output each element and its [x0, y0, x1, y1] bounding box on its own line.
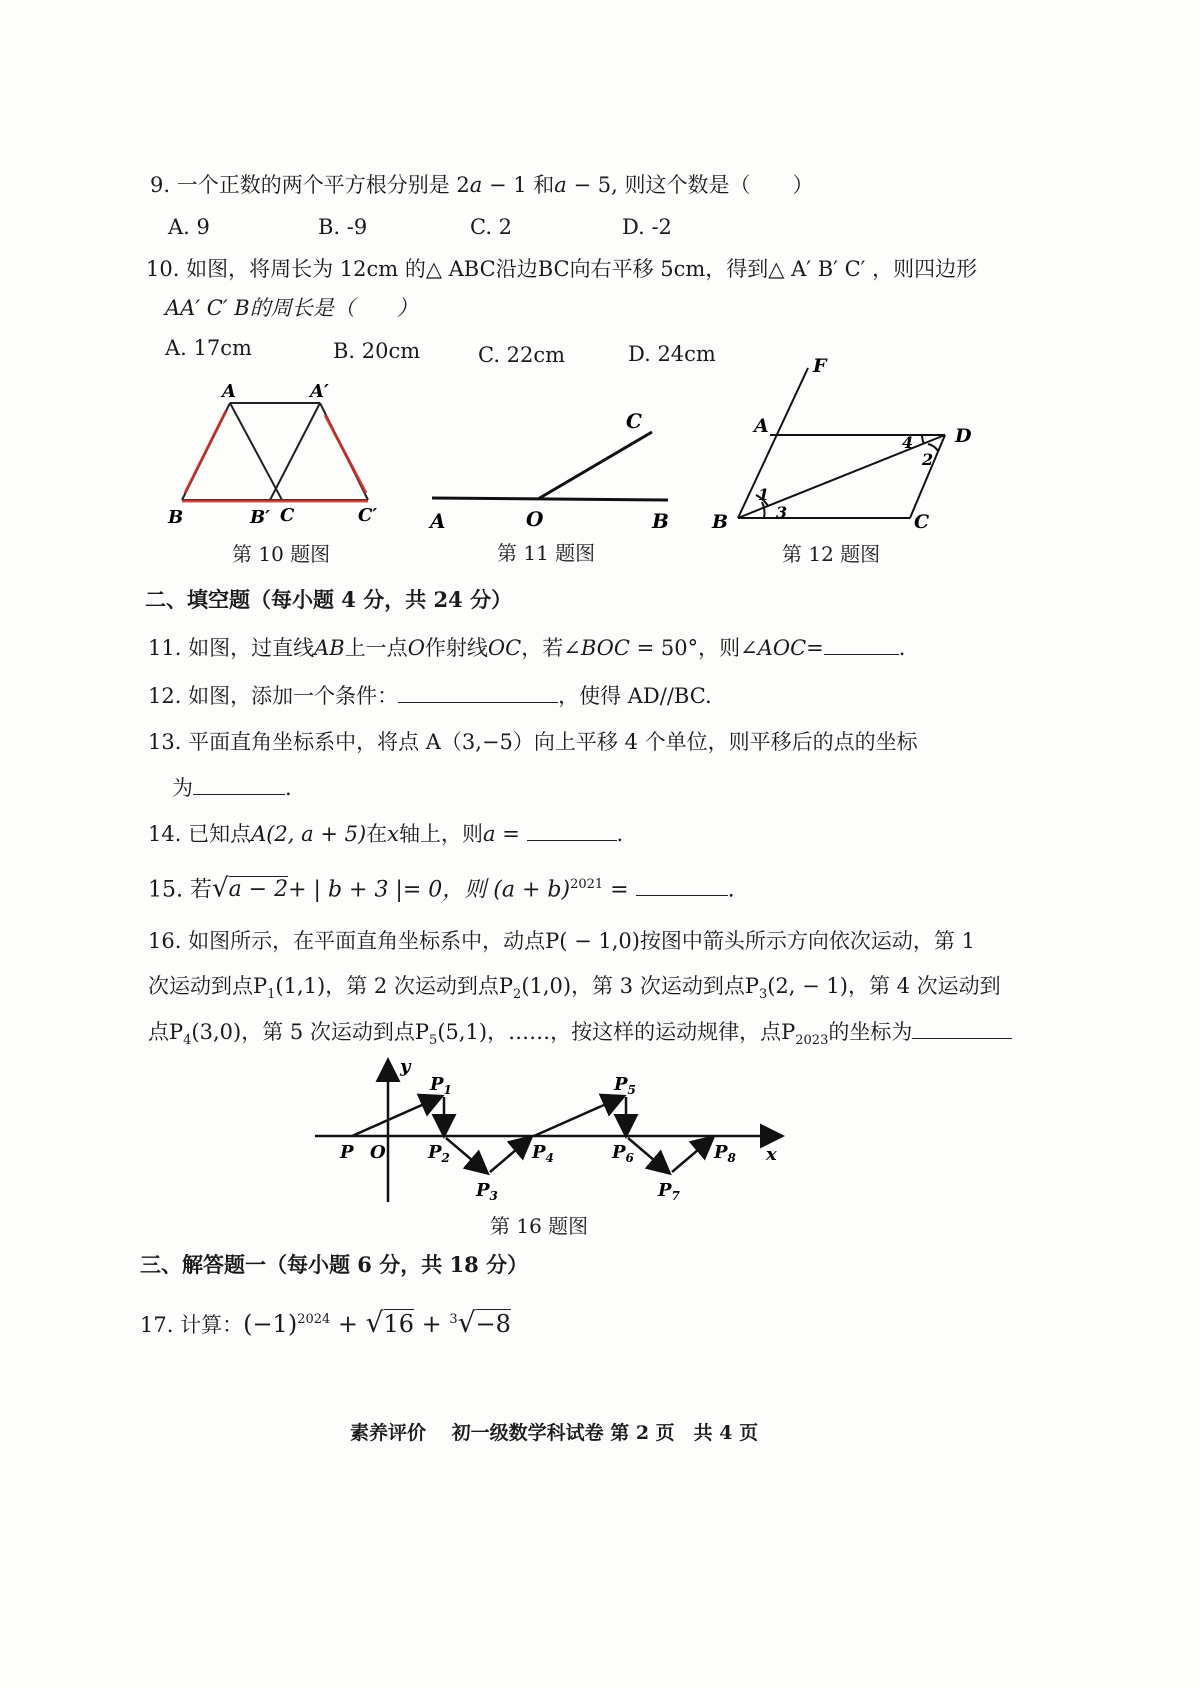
q14-end: . [616, 822, 624, 846]
fig12-angle-1: 1 [758, 485, 770, 504]
fig12-label-c: C [914, 511, 930, 533]
q16-sub-2: 2 [513, 987, 522, 1003]
q10-option-a[interactable]: A. 17cm [165, 336, 252, 360]
q14-x: x [387, 822, 400, 846]
fig11-label-a: A [430, 509, 446, 533]
q17-stem [140, 1305, 511, 1340]
q12-answer-blank[interactable] [398, 680, 558, 703]
fig12-angle-2: 2 [922, 450, 934, 469]
fig16-p3-letter: P [476, 1180, 490, 1201]
fig10-label-c-prime: C′ [358, 505, 378, 526]
q14-a: a [483, 822, 496, 846]
q11-text-a: 11. 如图，过直线 [148, 636, 315, 660]
fig16-p6-sub: 6 [625, 1151, 634, 1165]
fig10-label-a: A [222, 381, 236, 402]
fig16-label-p1 [429, 1074, 452, 1097]
q13-answer-blank[interactable] [193, 772, 285, 795]
fig10-label-b: B [168, 507, 184, 528]
fig10-label-b-prime: B′ [250, 507, 270, 528]
q17-cube-index: 3 [449, 1312, 458, 1327]
q13-text-wei: 为 [172, 776, 193, 800]
q16-sub-4: 4 [183, 1033, 192, 1049]
fig10-label-c: C [280, 505, 295, 526]
q15-text-a: 15. 若 [148, 877, 212, 903]
q11-oc: OC [487, 636, 522, 660]
fig12-label-f: F [813, 355, 827, 377]
q11-answer-blank[interactable] [824, 632, 899, 655]
fig12-angle-4: 4 [902, 433, 914, 452]
q9-text-c: − 5, 则这个数是（ ） [566, 173, 814, 197]
q16-line2-a: 次运动到点P [148, 974, 268, 998]
q14-answer-blank[interactable] [527, 818, 617, 841]
q10-line2: AA′ C′ B的周长是（ ） [165, 296, 418, 320]
q14-text-d: = [495, 822, 527, 846]
q15-text-c: = [603, 877, 636, 903]
q14-expr: A(2, a + 5) [251, 822, 367, 846]
fig16-p2-letter: P [428, 1142, 442, 1163]
fig16-p3-sub: 3 [489, 1189, 498, 1203]
q11-boc: BOC [580, 636, 630, 660]
fig16-p8-sub: 8 [727, 1151, 736, 1165]
q10-option-b[interactable]: B. 20cm [333, 339, 421, 363]
q16-line3 [148, 1016, 1012, 1056]
q17-plus-2: + [414, 1310, 450, 1338]
figure-16 [310, 1052, 800, 1212]
q17-exponent: 2024 [297, 1312, 331, 1327]
fig16-label-p8 [713, 1142, 737, 1165]
fig12-label-d: D [955, 425, 972, 447]
q16-line2 [148, 971, 1001, 1010]
fig16-caption: 第 16 题图 [490, 1214, 589, 1238]
q15-stem [148, 870, 735, 905]
q17-base: (−1) [243, 1310, 298, 1338]
fig11-label-o: O [526, 507, 544, 531]
q17-plus-1: + [330, 1310, 366, 1338]
q11-text-e: = 50°，则∠ [629, 636, 758, 660]
q15-end: . [727, 877, 735, 903]
sqrt-sign-icon: √ [365, 1306, 384, 1339]
q9-option-d[interactable]: D. -2 [622, 215, 672, 239]
q11-text-b: 上一点 [344, 636, 408, 660]
q15-exponent: 2021 [570, 877, 604, 892]
fig16-axis-y: y [400, 1056, 411, 1077]
q11-text-c: 作射线 [424, 636, 488, 660]
q13-end: . [285, 776, 292, 800]
q16-answer-blank[interactable] [912, 1016, 1012, 1039]
q9-var-a2: a [554, 173, 567, 197]
fig16-axis-x: x [766, 1144, 777, 1165]
q16-line3-a: 点P [148, 1020, 184, 1044]
fig11-label-c: C [626, 409, 642, 433]
fig16-p4-sub: 4 [545, 1151, 554, 1165]
q17-sqrt-radicand: 16 [383, 1310, 415, 1338]
fig16-label-p5 [613, 1074, 636, 1097]
q12-text-a: 12. 如图，添加一个条件： [148, 684, 399, 708]
fig16-p1-sub: 1 [443, 1083, 452, 1097]
fig16-p4-letter: P [532, 1142, 546, 1163]
fig12-label-a: A [754, 415, 769, 437]
q9-option-a[interactable]: A. 9 [168, 215, 210, 239]
q12-text-b: ，使得 AD//BC. [558, 684, 712, 708]
q12-stem [148, 680, 712, 711]
q17-text-a: 17. 计算： [140, 1313, 244, 1337]
q16-line1: 16. 如图所示，在平面直角坐标系中，动点P( − 1,0)按图中箭头所示方向依次运动，第 1 [148, 929, 975, 953]
q10-option-d[interactable]: D. 24cm [628, 342, 716, 366]
q16-sub-1: 1 [267, 987, 276, 1003]
q10-line1: 10. 如图，将周长为 12cm 的△ ABC沿边BC向右平移 5cm，得到△ A′ B′ C′ ，则四边形 [146, 257, 978, 281]
section-2-title: 二、填空题（每小题 4 分，共 24 分） [145, 587, 513, 612]
q16-sub-5: 5 [429, 1033, 438, 1049]
q9-text-a: 9. 一个正数的两个平方根分别是 2 [150, 173, 470, 197]
fig11-label-b: B [652, 509, 669, 533]
q15-text-b: + | b + 3 |= 0，则 (a + b) [288, 877, 571, 903]
q16-line3-d: 的坐标为 [828, 1020, 913, 1044]
q11-end: . [898, 636, 906, 660]
page-footer: 素养评价 初一级数学科试卷 第 2 页 共 4 页 [350, 1422, 759, 1444]
q11-text-f: = [806, 636, 824, 660]
fig16-p2-sub: 2 [441, 1151, 450, 1165]
q11-ab: AB [314, 636, 345, 660]
fig10-label-a-prime: A′ [310, 381, 329, 402]
figure-12 [700, 350, 1000, 540]
fig10-caption: 第 10 题图 [232, 542, 331, 566]
q15-radicand: a − 2 [228, 877, 289, 903]
q9-var-a: a [469, 173, 483, 197]
fig16-p7-letter: P [658, 1180, 672, 1201]
q16-line2-b: (1,1)，第 2 次运动到点P [275, 974, 514, 998]
fig16-label-o: O [370, 1142, 386, 1163]
q9-stem [150, 170, 813, 200]
q14-text-b: 在 [366, 822, 388, 846]
fig11-caption: 第 11 题图 [497, 541, 596, 565]
sqrt-sign-icon: √ [211, 873, 229, 904]
q16-line3-b: (3,0)，第 5 次运动到点P [191, 1020, 430, 1044]
q11-stem [148, 632, 905, 663]
fig12-angle-3: 3 [776, 503, 788, 522]
q17-cube-radicand: −8 [475, 1310, 511, 1338]
q16-line3-c: (5,1)，……，按这样的运动规律，点P [437, 1020, 796, 1044]
fig16-label-p2 [427, 1142, 450, 1165]
fig12-caption: 第 12 题图 [782, 542, 881, 566]
q9-option-b[interactable]: B. -9 [318, 215, 368, 239]
q14-text-a: 14. 已知点 [148, 822, 252, 846]
q13-line1: 13. 平面直角坐标系中，将点 A（3,−5）向上平移 4 个单位，则平移后的点的坐标 [148, 730, 918, 754]
q16-line2-d: (2, − 1)，第 4 次运动到 [767, 974, 1001, 998]
q9-text-b: − 1 和 [482, 173, 555, 197]
fig16-p7-sub: 7 [671, 1189, 680, 1203]
q11-aoc: AOC [757, 636, 807, 660]
cube-root-sign-icon: √ [457, 1306, 476, 1339]
fig16-p1-letter: P [430, 1074, 444, 1095]
q15-answer-blank[interactable] [636, 873, 728, 896]
q14-stem [148, 818, 623, 849]
fig16-label-p3 [475, 1180, 498, 1203]
q10-option-c[interactable]: C. 22cm [478, 343, 566, 367]
fig12-label-b: B [712, 511, 729, 533]
fig16-label-p7 [657, 1180, 681, 1203]
q14-text-c: 轴上，则 [399, 822, 484, 846]
q11-text-d: ，若∠ [521, 636, 581, 660]
figure-10 [160, 375, 400, 535]
q16-sub-3: 3 [758, 987, 768, 1003]
fig16-p8-letter: P [714, 1142, 728, 1163]
fig16-p5-letter: P [614, 1074, 628, 1095]
q11-o: O [407, 636, 425, 660]
fig16-label-p: P [340, 1142, 354, 1163]
fig16-p5-sub: 5 [627, 1083, 636, 1097]
figure-11 [420, 400, 680, 540]
fig16-label-p4 [531, 1142, 554, 1165]
q9-option-c[interactable]: C. 2 [470, 215, 513, 239]
q16-line2-c: (1,0)，第 3 次运动到点P [521, 974, 759, 998]
fig16-label-p6 [611, 1142, 635, 1165]
fig16-p6-letter: P [612, 1142, 626, 1163]
q16-sub-2023: 2023 [795, 1033, 829, 1049]
section-3-title: 三、解答题一（每小题 6 分，共 18 分） [140, 1252, 529, 1277]
q13-line2 [172, 772, 292, 803]
